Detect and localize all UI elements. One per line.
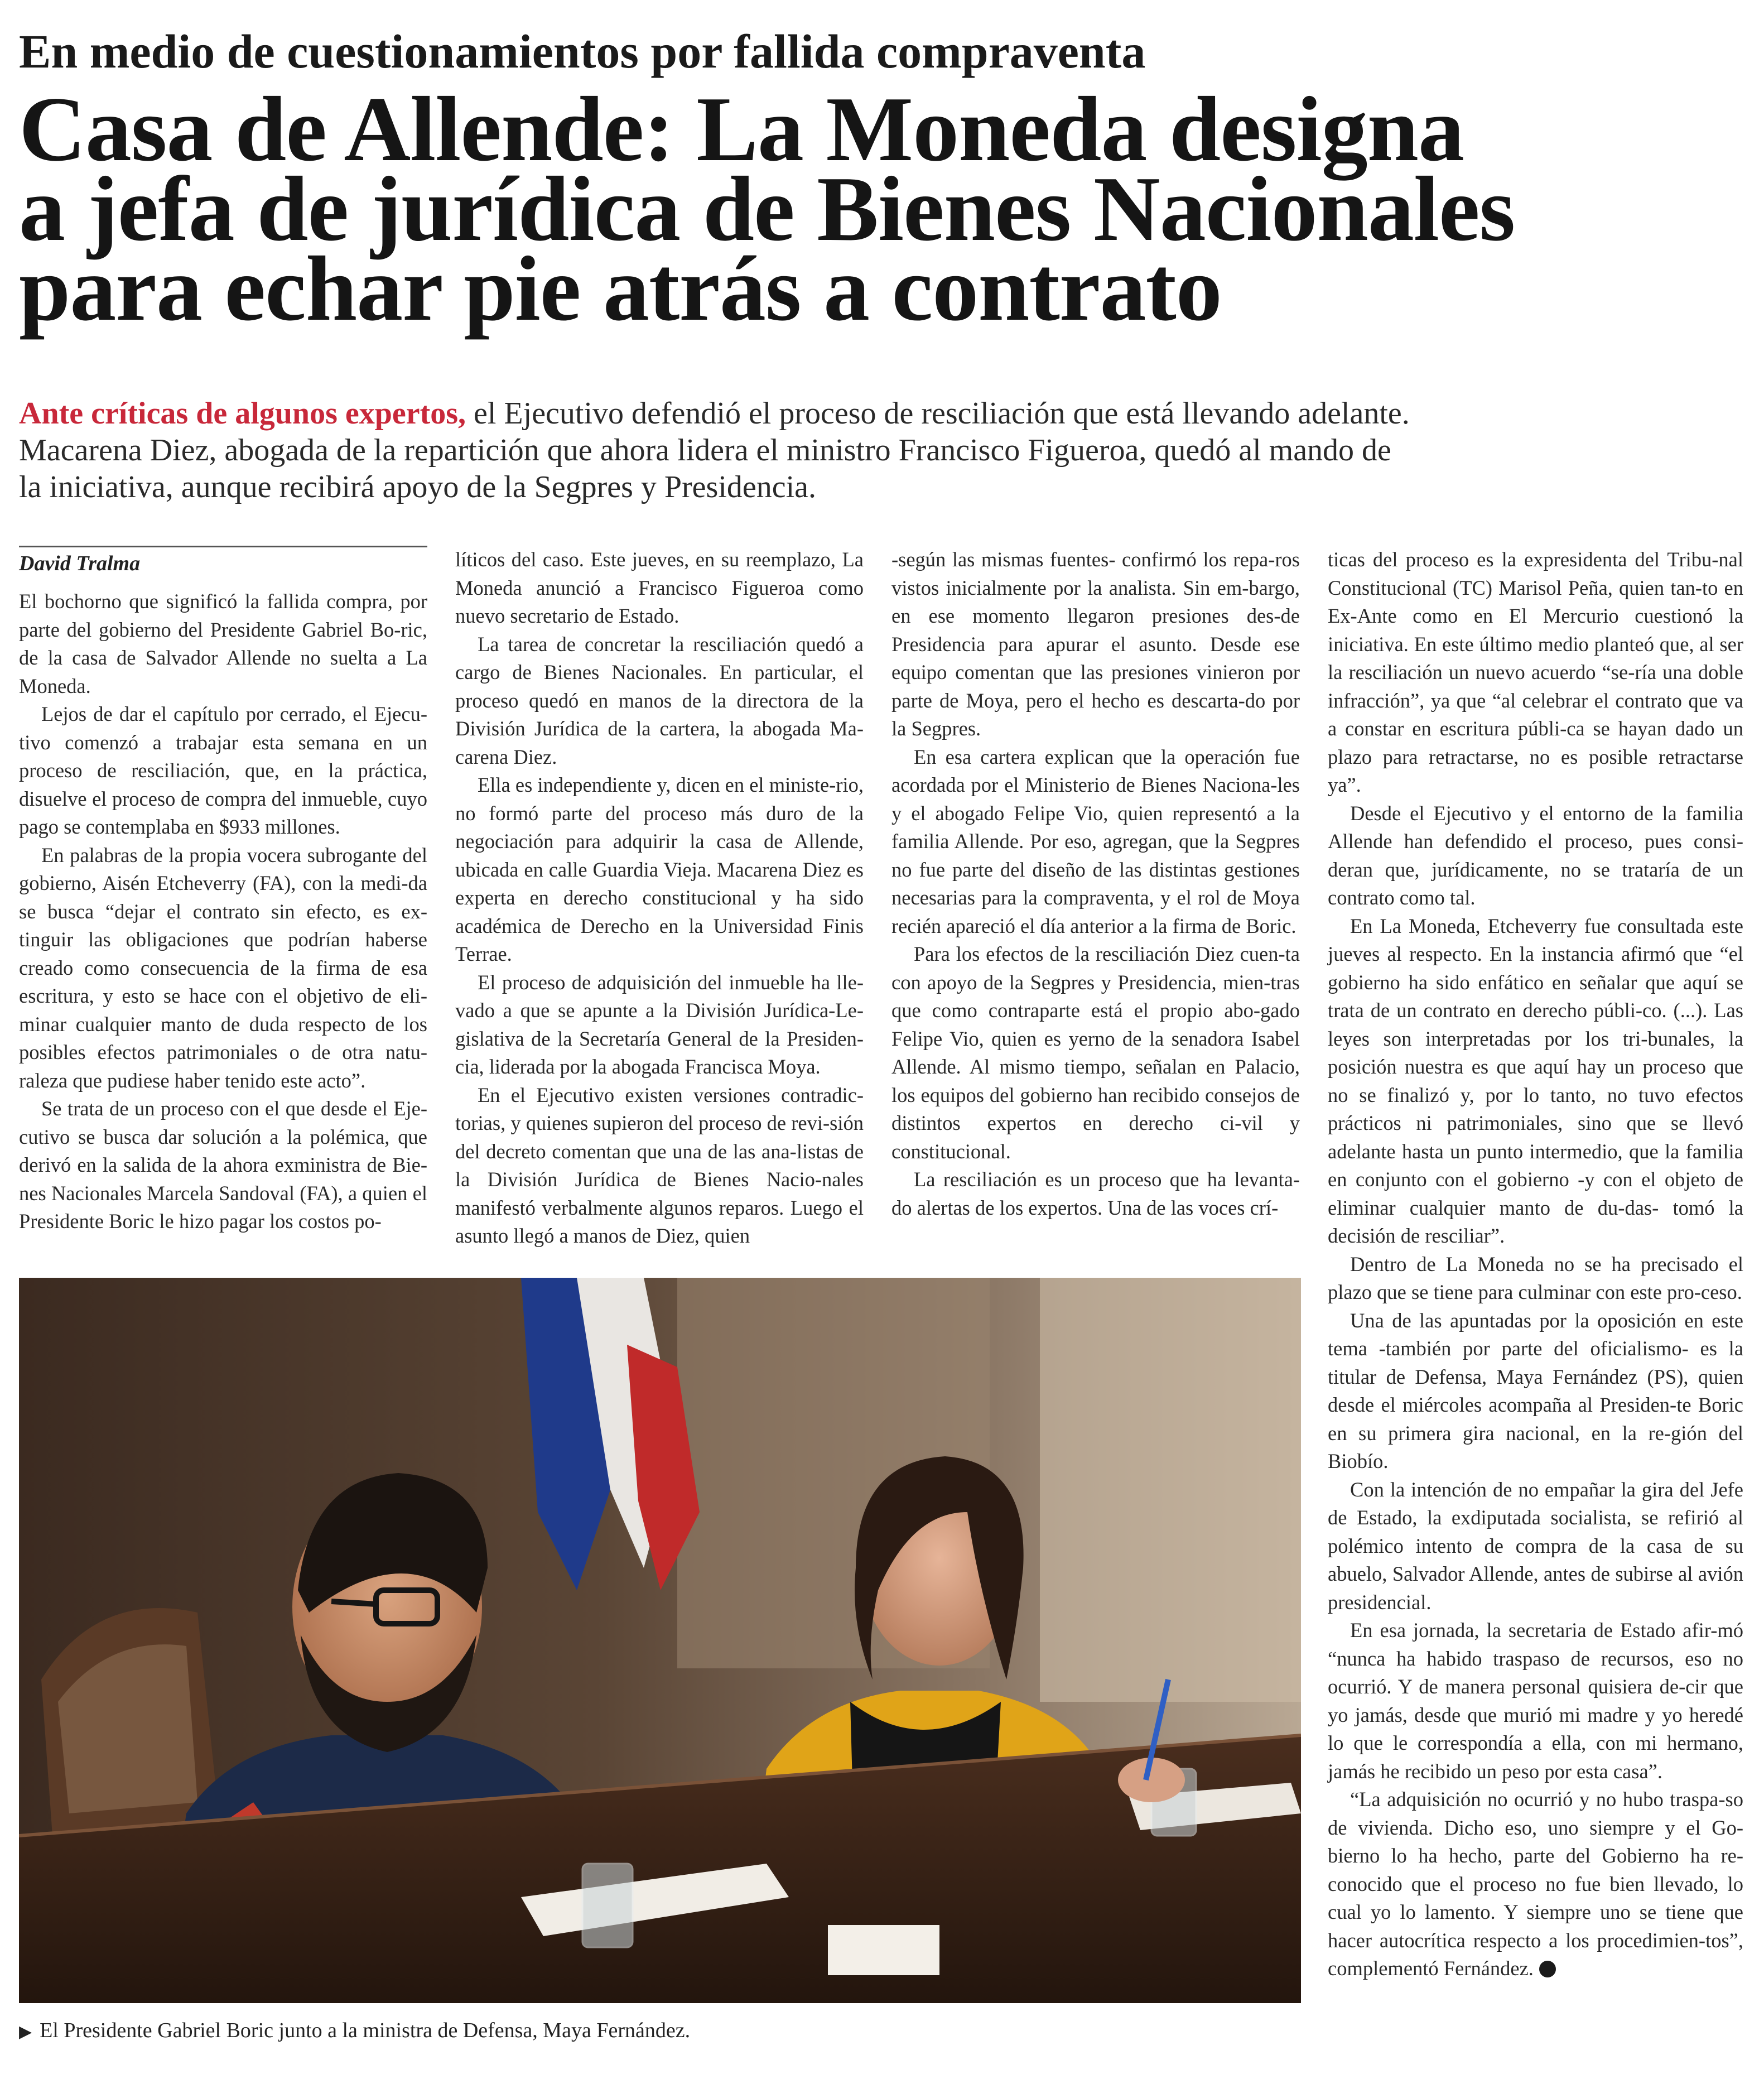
paragraph: La resciliación es un proceso que ha levanta-do alertas de los expertos. Una de las voces crí- — [891, 1168, 1300, 1219]
article-column-1 — [19, 546, 427, 1236]
caption-arrow-icon: ▶ — [19, 2023, 32, 2041]
deck-lead: Ante críticas de algunos expertos, — [19, 396, 466, 431]
article-column-4 — [1328, 546, 1743, 1983]
paragraph: En La Moneda, Etcheverry fue consultada este jueves al respecto. En la instancia afirmó que “el gobierno ha sido enfático en señalar que aquí se trata de un contrato en derecho públi-co. (...). Las leyes son interpretadas por los tri-bunales, la posición nuestra es que aquí hay un proceso que no se finalizó y, por lo tanto, no tuvo efectos prácticos ni patrimoniales, sino que se llevó adelante hasta un punto intermedio, que la familia en conjunto con el gobierno -y con el objeto de eliminar cualquier manto de du-das- tomó la decisión de resciliar”. — [1328, 914, 1743, 1247]
headline-line: a jefa de jurídica de Bienes Nacionales — [19, 157, 1515, 260]
paragraph: ticas del proceso es la expresidenta del Tribu-nal Constitucional (TC) Marisol Peña, quien tan-to en Ex-Ante como en El Mercurio cuestionó la iniciativa. En este último medio planteó que, al ser la resciliación un nuevo acuerdo “se-ría una doble infracción”, ya que “al celebrar el contrato que va a constar en escritura públi-ca se hayan dado un plazo para retractarse, no es posible retractarse ya”. — [1328, 548, 1743, 796]
end-mark-icon — [1539, 1961, 1556, 1977]
caption-text: El Presidente Gabriel Boric junto a la ministra de Defensa, Maya Fernández. — [40, 2019, 691, 2042]
paragraph: -según las mismas fuentes- confirmó los repa-ros vistos inicialmente por la analista. Sin em-bargo, en ese momento llegaron presiones des-de Presidencia para apurar el asunto. Desde ese equipo comentan que las presiones vinieron por parte de Moya, pero el hecho es descarta-do por la Segpres. — [891, 548, 1300, 740]
deck-line-rest: el Ejecutivo defendió el proceso de resciliación que está llevando adelante. — [466, 396, 1410, 431]
paragraph: Se trata de un proceso con el que desde el Eje-cutivo se busca dar solución a la polémica, que derivó en la salida de la ahora exministra de Bie-nes Nacionales Marcela Sandoval (FA), a quien el Presidente Boric le hizo pagar los costos po- — [19, 1097, 427, 1233]
headline-line: para echar pie atrás a contrato — [19, 237, 1222, 340]
paragraph: Ella es independiente y, dicen en el ministe-rio, no formó parte del proceso más duro de la negociación para adquirir la casa de Allende, ubicada en calle Guardia Vieja. Macarena Diez es experta en derecho constitucional y ha sido académica de Derecho en la Universidad Finis Terrae. — [455, 773, 864, 965]
paragraph: La tarea de concretar la resciliación quedó a cargo de Bienes Nacionales. En particular, el proceso quedó en manos de la directora de la División Jurídica de la cartera, la abogada Ma-carena Diez. — [455, 632, 864, 768]
deck — [19, 395, 1748, 506]
article-column-3 — [891, 546, 1300, 1222]
deck-line: Macarena Diez, abogada de la repartición que ahora lidera el ministro Francisco Figueroa, quedó al mando de — [19, 433, 1391, 468]
news-photo — [19, 1278, 1301, 2003]
paragraph: En esa jornada, la secretaria de Estado afir-mó “nunca ha habido traspaso de recursos, eso no ocurrió. Y de manera personal quisiera de-cir que yo jamás, desde que murió mi madre y yo heredé lo que le correspondía a ella, con mi hermano, jamás he recibido un peso por esta casa”. — [1328, 1619, 1743, 1783]
paragraph: En el Ejecutivo existen versiones contradic-torias, y quienes supieron del proceso de revi-sión del decreto comentan que una de las ana-listas de la División Jurídica de Bienes Nacio-nales manifestó verbalmente algunos reparos. Luego el asunto llegó a manos de Diez, quien — [455, 1083, 864, 1247]
paragraph-text: “La adquisición no ocurrió y no hubo traspa-so de vivienda. Dicho eso, uno siempre y el Go-bierno lo ha hecho, parte del Gobierno ha re-conocido que el proceso no fue bien llevado, lo cual yo lo lamento. Y siempre uno se tiene que hacer autocrítica respecto a los procedimien-tos”, complementó Fernández. — [1328, 1788, 1743, 1980]
byline: David Tralma — [19, 546, 427, 576]
paragraph: En esa cartera explican que la operación fue acordada por el Ministerio de Bienes Naciona-les y el abogado Felipe Vio, quien representó a la familia Allende. Por eso, agregan, que la Segpres no fue parte del diseño de las distintas gestiones necesarias para la compraventa, y el rol de Moya recién apareció el día anterior a la firma de Boric. — [891, 745, 1300, 937]
paragraph: El proceso de adquisición del inmueble ha lle-vado a que se apunte a la División Jurídica-Le-gislativa de la Secretaría General de la Presiden-cia, liderada por la abogada Francisca Moya. — [455, 970, 864, 1078]
headline-line: Casa de Allende: La Moneda designa — [19, 78, 1464, 180]
deck-line: la iniciativa, aunque recibirá apoyo de la Segpres y Presidencia. — [19, 470, 817, 504]
kicker: En medio de cuestionamientos por fallida compraventa — [19, 25, 1146, 78]
photo-caption — [19, 2018, 1301, 2045]
paragraph: Una de las apuntadas por la oposición en este tema -también por parte del oficialismo- es la titular de Defensa, Maya Fernández (PS), quien desde el miércoles acompaña al Presiden-te Boric en su primera gira nacional, en la re-gión del Biobío. — [1328, 1308, 1743, 1472]
paragraph: Desde el Ejecutivo y el entorno de la familia Allende han defendido el proceso, pues consi-deran que, jurídicamente, no se trataría de un contrato como tal. — [1328, 801, 1743, 909]
paragraph: Lejos de dar el capítulo por cerrado, el Ejecu-tivo comenzó a trabajar esta semana en un proceso de resciliación, que, en la práctica, disuelve el proceso de compra del inmueble, cuyo pago se contemplaba en $933 millones. — [19, 702, 427, 838]
paragraph: líticos del caso. Este jueves, en su reemplazo, La Moneda anunció a Francisco Figueroa como nuevo secretario de Estado. — [455, 548, 864, 627]
headline — [19, 78, 1748, 340]
paragraph — [1328, 1786, 1743, 1983]
article-column-2 — [455, 546, 864, 1250]
paragraph: Dentro de La Moneda no se ha precisado el plazo que se tiene para culminar con este pro-ceso. — [1328, 1252, 1743, 1303]
paragraph: Con la intención de no empañar la gira del Jefe de Estado, la exdiputada socialista, se refirió al polémico intento de compra de la casa de su abuelo, Salvador Allende, antes de subirse al avión presidencial. — [1328, 1478, 1743, 1614]
deck-line — [19, 395, 1748, 432]
paragraph: El bochorno que significó la fallida compra, por parte del gobierno del Presidente Gabriel Bo-ric, de la casa de Salvador Allende no suelta a La Moneda. — [19, 590, 427, 697]
paragraph: Para los efectos de la resciliación Diez cuen-ta con apoyo de la Segpres y Presidencia, mien-tras que como contraparte está el propio abo-gado Felipe Vio, quien es yerno de la senadora Isabel Allende. Al mismo tiempo, señalan en Palacio, los equipos del gobierno han recibido consejos de distintos expertos en derecho ci-vil y constitucional. — [891, 942, 1300, 1163]
photo-illustration — [19, 1278, 1301, 2003]
paragraph: En palabras de la propia vocera subrogante del gobierno, Aisén Etcheverry (FA), con la medi-da se busca “dejar el contrato sin efecto, es ex-tinguir las obligaciones que podrían haberse creado como consecuencia de la firma de esa escritura, y esto se hace con el objetivo de eli-minar cualquier manto de duda respecto de los posibles efectos patrimoniales o de otra natu-raleza que pudiese haber tenido este acto”. — [19, 843, 427, 1092]
